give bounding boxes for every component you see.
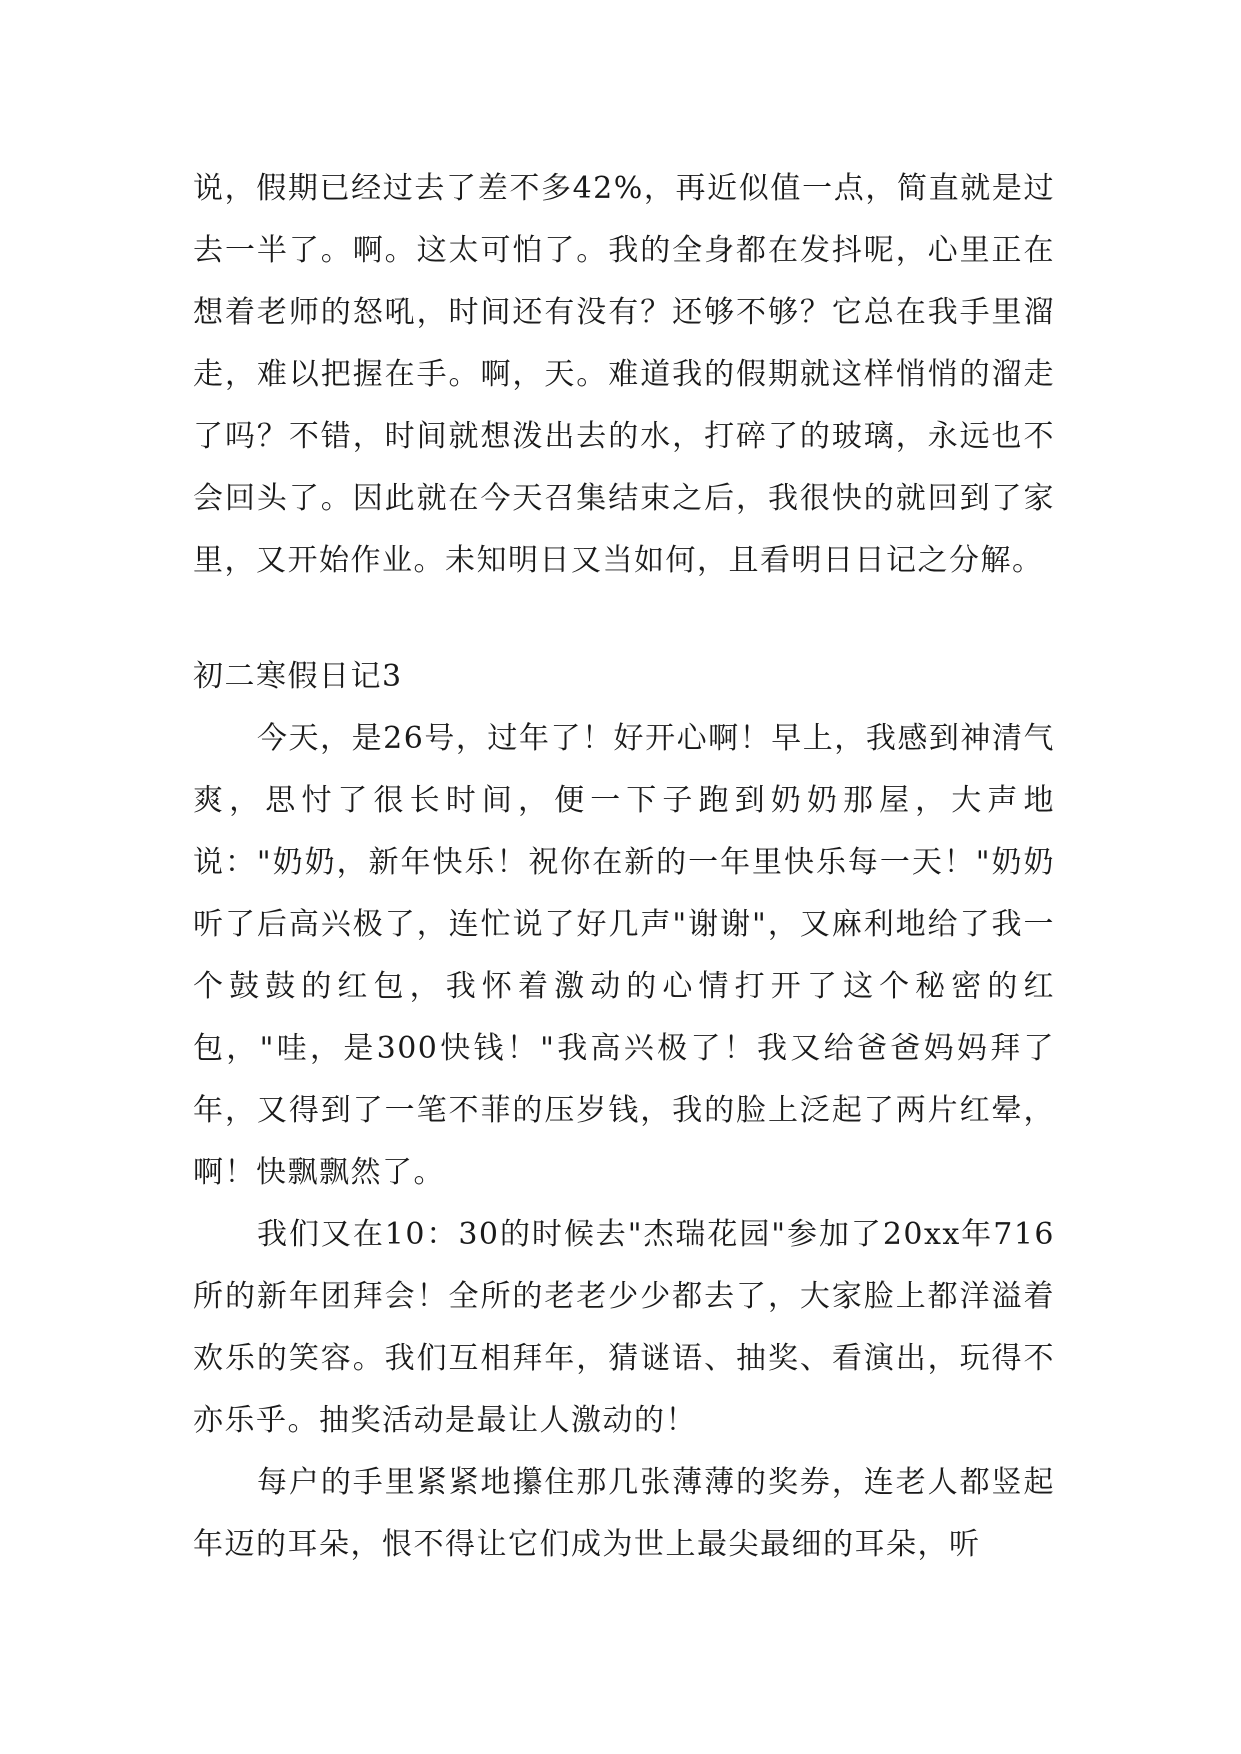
document-body [193,158,1055,1576]
paragraph-1: 今天，是26号，过年了！好开心啊！早上，我感到神清气爽，思忖了很长时间，便一下子跑到奶奶那屋，大声地说："奶奶，新年快乐！祝你在新的一年里快乐每一天！"奶奶听了后高兴极了，连忙说了好几声"谢谢"，又麻利地给了我一个鼓鼓的红包，我怀着激动的心情打开了这个秘密的红包，"哇，是300快钱！"我高兴极了！我又给爸爸妈妈拜了年，又得到了一笔不菲的压岁钱，我的脸上泛起了两片红晕，啊！快飘飘然了。 [193,721,1055,1190]
paragraph-continued: 说，假期已经过去了差不多42%，再近似值一点，简直就是过去一半了。啊。这太可怕了。我的全身都在发抖呢，心里正在想着老师的怒吼，时间还有没有？还够不够？它总在我手里溜走，难以把握在手。啊，天。难道我的假期就这样悄悄的溜走了吗？不错，时间就想泼出去的水，打碎了的玻璃，永远也不会回头了。因此就在今天召集结束之后，我很快的就回到了家里，又开始作业。未知明日又当如何，且看明日日记之分解。 [193,171,1055,578]
section-title: 初二寒假日记3 [193,659,403,694]
paragraph-3: 每户的手里紧紧地攥住那几张薄薄的奖券，连老人都竖起年迈的耳朵，恨不得让它们成为世上最尖最细的耳朵，听 [193,1465,1055,1562]
paragraph-2: 我们又在10：30的时候去"杰瑞花园"参加了20xx年716所的新年团拜会！全所的老老少少都去了，大家脸上都洋溢着欢乐的笑容。我们互相拜年，猜谜语、抽奖、看演出，玩得不亦乐乎。抽奖活动是最让人激动的！ [193,1217,1055,1438]
